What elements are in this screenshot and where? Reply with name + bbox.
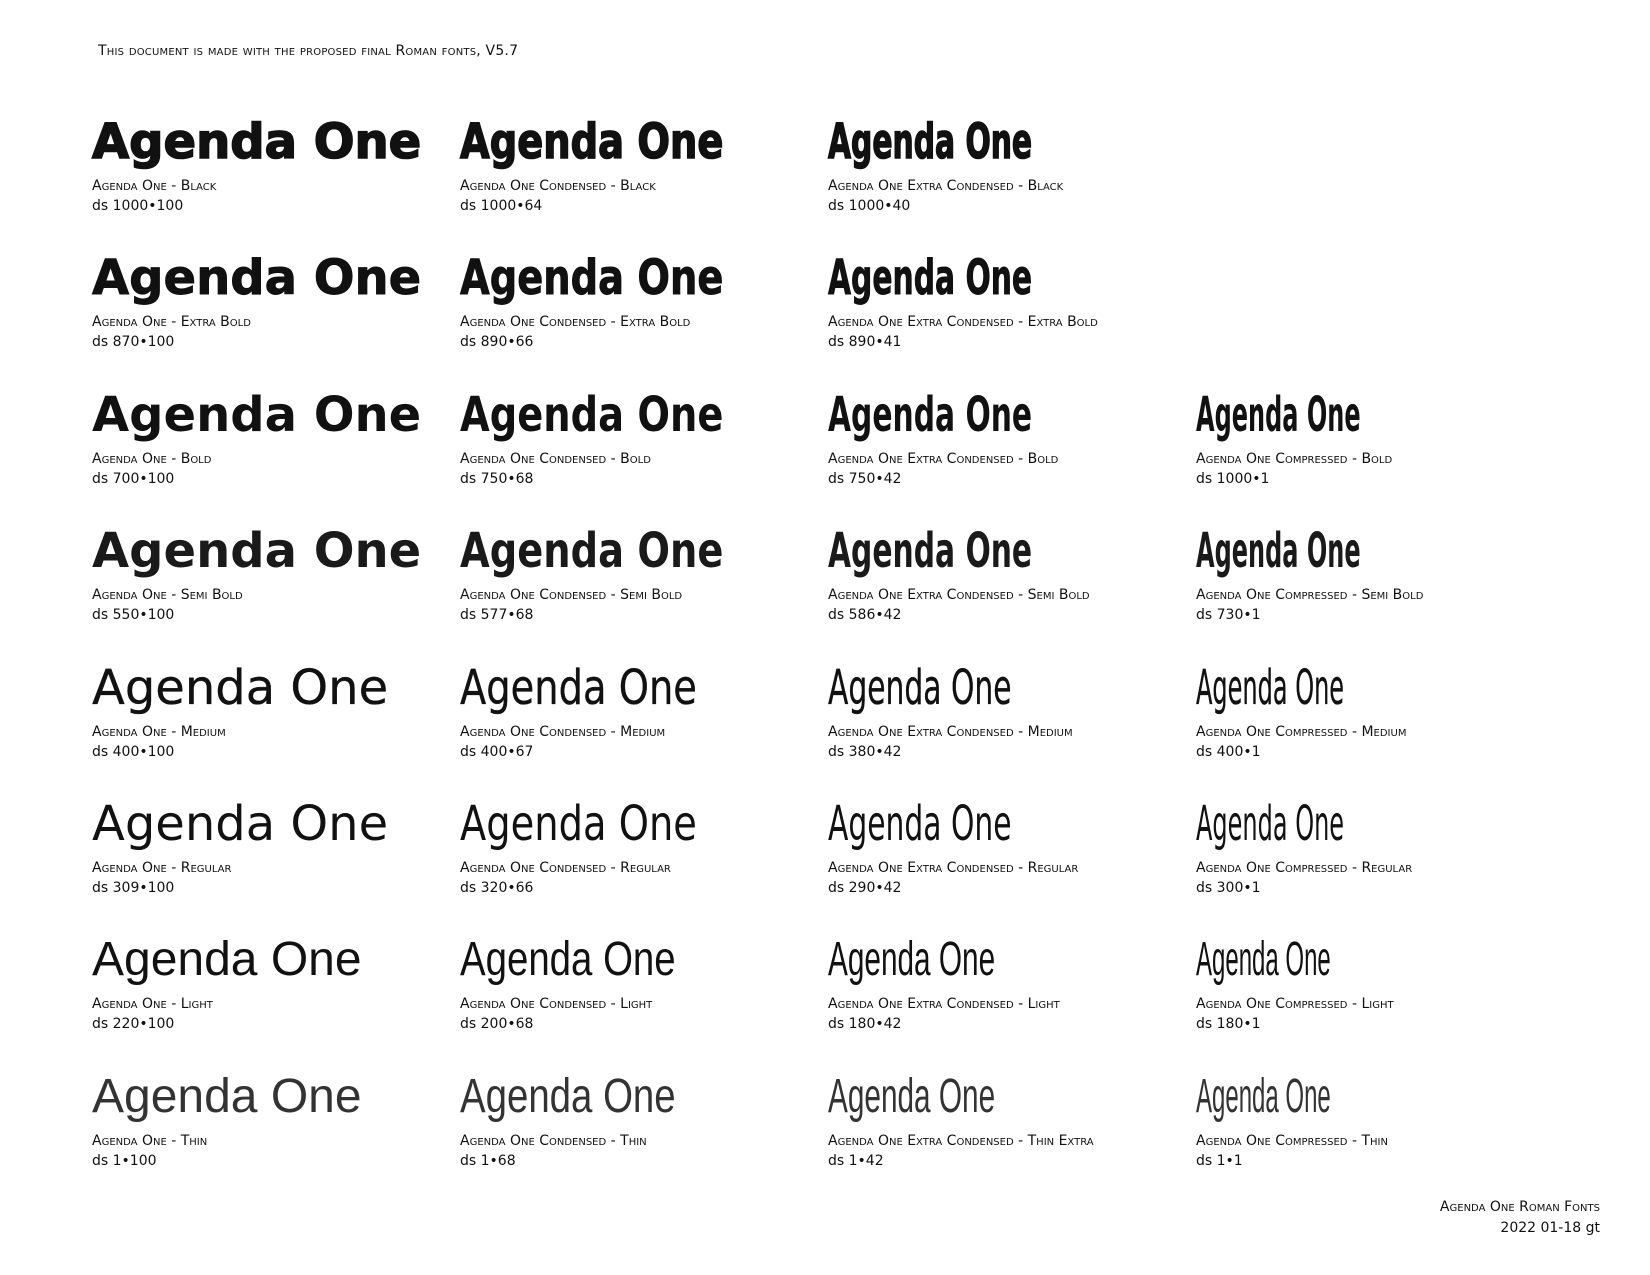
font-sample: Agenda One [460, 114, 724, 170]
font-caption: Agenda One Extra Condensed - Thin Extra [828, 1133, 1094, 1149]
design-space-value: ds 1•42 [828, 1153, 884, 1169]
design-space-value: ds 180•42 [828, 1016, 902, 1032]
design-space-value: ds 1•1 [1196, 1153, 1243, 1169]
font-caption: Agenda One - Black [92, 178, 217, 194]
font-sample: Agenda One [460, 1070, 676, 1123]
font-caption: Agenda One Compressed - Medium [1196, 724, 1407, 740]
font-caption: Agenda One Compressed - Bold [1196, 451, 1393, 467]
font-sample: Agenda One [828, 523, 1033, 579]
font-caption: Agenda One Condensed - Medium [460, 724, 666, 740]
font-caption: Agenda One Extra Condensed - Semi Bold [828, 587, 1090, 603]
font-sample: Agenda One [1196, 1070, 1331, 1123]
font-caption: Agenda One Condensed - Regular [460, 860, 671, 876]
specimen-regular-0 [92, 112, 437, 232]
specimen-regular-1 [92, 248, 437, 368]
font-caption: Agenda One Extra Condensed - Extra Bold [828, 314, 1098, 330]
specimen-compressed-0 [1196, 385, 1541, 505]
design-space-value: ds 890•66 [460, 334, 534, 350]
font-sample: Agenda One [828, 933, 996, 986]
font-sample: Agenda One [1196, 387, 1361, 443]
font-caption: Agenda One - Regular [92, 860, 232, 876]
font-sample: Agenda One [460, 796, 697, 852]
specimen-condensed-2 [460, 385, 805, 505]
design-space-value: ds 890•41 [828, 334, 902, 350]
design-space-value: ds 700•100 [92, 471, 175, 487]
font-caption: Agenda One Compressed - Light [1196, 996, 1394, 1012]
font-sample: Agenda One [828, 114, 1033, 170]
font-sample: Agenda One [92, 796, 389, 852]
design-space-value: ds 380•42 [828, 744, 902, 760]
design-space-value: ds 1•100 [92, 1153, 157, 1169]
design-space-value: ds 550•100 [92, 607, 175, 623]
font-caption: Agenda One Condensed - Black [460, 178, 656, 194]
font-sample: Agenda One [92, 523, 422, 579]
font-sample: Agenda One [828, 387, 1033, 443]
specimen-regular-6 [92, 930, 437, 1050]
font-caption: Agenda One Condensed - Light [460, 996, 653, 1012]
font-sample: Agenda One [92, 250, 422, 306]
font-sample: Agenda One [1196, 796, 1345, 852]
font-sample: Agenda One [92, 114, 422, 170]
font-caption: Agenda One - Bold [92, 451, 212, 467]
design-space-value: ds 750•68 [460, 471, 534, 487]
font-caption: Agenda One Extra Condensed - Light [828, 996, 1060, 1012]
font-sample: Agenda One [92, 660, 389, 716]
font-sample: Agenda One [828, 660, 1012, 716]
specimen-regular-7 [92, 1067, 437, 1187]
specimen-regular-4 [92, 658, 437, 778]
font-sample: Agenda One [828, 250, 1033, 306]
font-caption: Agenda One Condensed - Thin [460, 1133, 647, 1149]
design-space-value: ds 1•68 [460, 1153, 516, 1169]
font-sample: Agenda One [92, 933, 362, 986]
font-sample: Agenda One [828, 1070, 996, 1123]
font-caption: Agenda One Compressed - Semi Bold [1196, 587, 1424, 603]
specimen-compressed-1 [1196, 521, 1541, 641]
footer [1440, 1197, 1600, 1239]
specimen-extra-condensed-1 [828, 248, 1173, 368]
font-sample: Agenda One [1196, 933, 1331, 986]
specimen-grid [92, 112, 1572, 1172]
font-sample: Agenda One [92, 387, 422, 443]
specimen-extra-condensed-2 [828, 385, 1173, 505]
design-space-value: ds 180•1 [1196, 1016, 1261, 1032]
design-space-value: ds 577•68 [460, 607, 534, 623]
font-caption: Agenda One - Light [92, 996, 213, 1012]
specimen-regular-2 [92, 385, 437, 505]
design-space-value: ds 320•66 [460, 880, 534, 896]
design-space-value: ds 1000•1 [1196, 471, 1270, 487]
font-caption: Agenda One - Semi Bold [92, 587, 243, 603]
design-space-value: ds 1000•40 [828, 198, 911, 214]
font-caption: Agenda One - Thin [92, 1133, 208, 1149]
specimen-extra-condensed-4 [828, 658, 1173, 778]
design-space-value: ds 220•100 [92, 1016, 175, 1032]
specimen-condensed-4 [460, 658, 805, 778]
specimen-regular-3 [92, 521, 437, 641]
design-space-value: ds 400•100 [92, 744, 175, 760]
font-caption: Agenda One Compressed - Thin [1196, 1133, 1388, 1149]
specimen-extra-condensed-6 [828, 930, 1173, 1050]
font-caption: Agenda One Extra Condensed - Regular [828, 860, 1079, 876]
specimen-compressed-2 [1196, 658, 1541, 778]
font-caption: Agenda One Condensed - Bold [460, 451, 651, 467]
specimen-extra-condensed-3 [828, 521, 1173, 641]
specimen-compressed-5 [1196, 1067, 1541, 1187]
specimen-condensed-0 [460, 112, 805, 232]
specimen-extra-condensed-0 [828, 112, 1173, 232]
font-sample: Agenda One [460, 933, 676, 986]
font-caption: Agenda One Extra Condensed - Medium [828, 724, 1073, 740]
design-space-value: ds 290•42 [828, 880, 902, 896]
font-caption: Agenda One Condensed - Extra Bold [460, 314, 691, 330]
font-caption: Agenda One - Medium [92, 724, 226, 740]
font-sample: Agenda One [460, 523, 724, 579]
design-space-value: ds 1000•64 [460, 198, 543, 214]
design-space-value: ds 750•42 [828, 471, 902, 487]
font-caption: Agenda One Extra Condensed - Bold [828, 451, 1059, 467]
design-space-value: ds 400•67 [460, 744, 534, 760]
font-sample: Agenda One [460, 660, 697, 716]
specimen-condensed-3 [460, 521, 805, 641]
specimen-compressed-4 [1196, 930, 1541, 1050]
font-sample: Agenda One [1196, 523, 1361, 579]
specimen-extra-condensed-5 [828, 794, 1173, 914]
footer-title: Agenda One Roman Fonts [1439, 1199, 1600, 1215]
font-sample: Agenda One [460, 387, 724, 443]
font-caption: Agenda One Extra Condensed - Black [828, 178, 1064, 194]
page-header: This document is made with the proposed final Roman fonts, V5.7 [98, 43, 519, 59]
font-sample: Agenda One [92, 1070, 362, 1123]
specimen-condensed-6 [460, 930, 805, 1050]
specimen-regular-5 [92, 794, 437, 914]
design-space-value: ds 1000•100 [92, 198, 184, 214]
font-caption: Agenda One Compressed - Regular [1196, 860, 1413, 876]
specimen-condensed-5 [460, 794, 805, 914]
design-space-value: ds 309•100 [92, 880, 175, 896]
font-caption: Agenda One - Extra Bold [92, 314, 251, 330]
design-space-value: ds 200•68 [460, 1016, 534, 1032]
font-caption: Agenda One Condensed - Semi Bold [460, 587, 683, 603]
font-sample: Agenda One [1196, 660, 1345, 716]
design-space-value: ds 730•1 [1196, 607, 1261, 623]
specimen-condensed-7 [460, 1067, 805, 1187]
font-sample: Agenda One [828, 796, 1012, 852]
design-space-value: ds 870•100 [92, 334, 175, 350]
specimen-compressed-3 [1196, 794, 1541, 914]
design-space-value: ds 400•1 [1196, 744, 1261, 760]
footer-date: 2022 01-18 gt [1500, 1220, 1600, 1236]
design-space-value: ds 300•1 [1196, 880, 1261, 896]
design-space-value: ds 586•42 [828, 607, 902, 623]
specimen-extra-condensed-7 [828, 1067, 1173, 1187]
specimen-condensed-1 [460, 248, 805, 368]
font-sample: Agenda One [460, 250, 724, 306]
